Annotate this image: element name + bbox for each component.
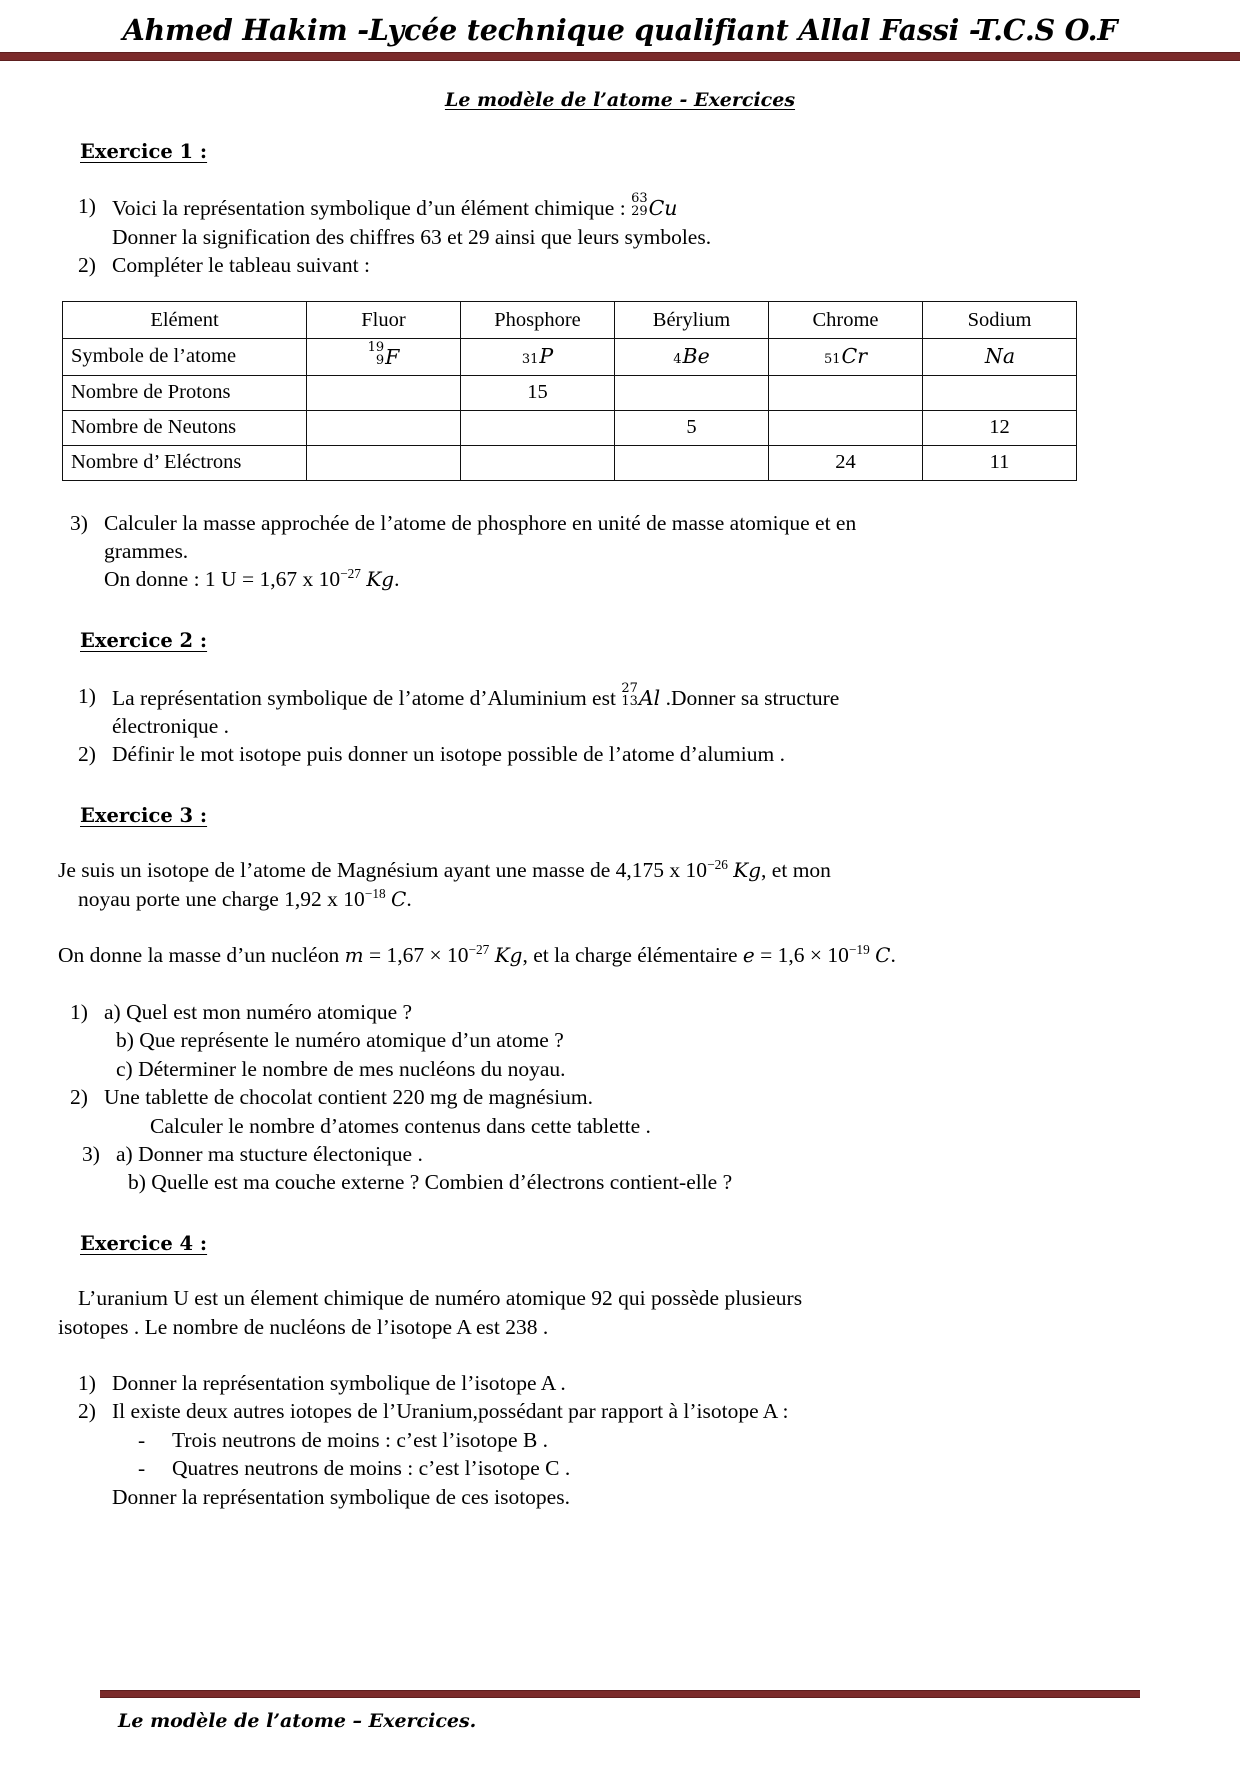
table-col-header: Chrome <box>769 302 923 339</box>
question-number: 2) <box>78 742 96 767</box>
nuclide-f <box>368 341 400 371</box>
question-text: Une tablette de chocolat contient 220 mg de magnésium. <box>104 1085 593 1110</box>
footer-divider <box>100 1690 1140 1698</box>
table-col-header: Fluor <box>307 302 461 339</box>
atomic-number: 13 <box>621 693 638 709</box>
question-number: 2) <box>78 1399 96 1424</box>
question-number: 1) <box>78 194 96 219</box>
table-cell <box>923 375 1077 410</box>
given-value-line <box>104 565 1182 594</box>
element-symbol: Al <box>638 685 661 710</box>
unit: Kg <box>733 858 762 883</box>
table-cell <box>307 375 461 410</box>
table-cell <box>307 410 461 445</box>
question-item <box>70 998 1182 1026</box>
intro-line-1 <box>58 856 1182 885</box>
table-cell <box>461 410 615 445</box>
table-cell: 12 <box>923 410 1077 445</box>
footer-title: Le modèle de l’atome – Exercices. <box>118 1710 477 1732</box>
intro-line-2: isotopes . Le nombre de nucléons de l’isotope A est 238 . <box>58 1314 549 1339</box>
question-number: 3) <box>82 1141 100 1166</box>
nuclide-cu <box>631 192 677 222</box>
element-symbol: Na <box>984 343 1016 368</box>
unit: C <box>875 943 891 968</box>
question-item <box>82 1140 1182 1168</box>
table-row <box>63 410 1077 445</box>
exercise-4-questions <box>78 1369 1182 1511</box>
table-row <box>63 339 1077 375</box>
question-line-1: Calculer la masse approchée de l’atome de phosphore en unité de masse atomique et en <box>104 510 857 535</box>
document-footer <box>0 1690 1240 1732</box>
table-header-row <box>63 302 1077 339</box>
exercise-2-heading: Exercice 2 : <box>80 628 208 652</box>
mass-number: 27 <box>621 680 638 696</box>
question-item <box>70 1026 1182 1054</box>
given-text-middle: , et la charge élémentaire <box>522 943 738 968</box>
mass-number: 63 <box>631 191 648 207</box>
mass-number: 31 <box>521 351 539 367</box>
mass-number: 19 <box>367 340 385 356</box>
question-subletter: c) <box>116 1056 133 1081</box>
elements-table <box>62 301 1077 480</box>
question-item <box>82 1168 1182 1196</box>
question-text: Il existe deux autres iotopes de l’Uranium,possédant par rapport à l’isotope A : <box>112 1399 789 1424</box>
given-text: On donne : 1 U = 1,67 x 10 <box>104 567 341 592</box>
bullet-item <box>138 1454 1182 1482</box>
exercise-3-given <box>58 941 1182 970</box>
question-text: Voici la représentation symbolique d’un élément chimique : <box>112 196 626 221</box>
table-cell <box>769 375 923 410</box>
table-row <box>63 445 1077 480</box>
question-item <box>78 1369 1182 1397</box>
atomic-number: 29 <box>631 204 648 220</box>
question-text: Calculer le nombre d’atomes contenus dans cette tablette . <box>150 1113 651 1138</box>
question-text: Quelle est ma couche externe ? Combien d’électrons contient-elle ? <box>151 1170 733 1195</box>
exercise-1-question-3 <box>70 509 1182 594</box>
exercise-3-questions <box>70 998 1182 1197</box>
exercise-3-intro <box>58 856 1182 913</box>
question-text: Donner la représentation symbolique de l’isotope A . <box>112 1371 566 1396</box>
table-row-label: Nombre d’ Eléctrons <box>63 445 307 480</box>
table-cell: 11 <box>923 445 1077 480</box>
atomic-number: 9 <box>375 353 385 369</box>
table-cell: 24 <box>769 445 923 480</box>
table-col-header: Phosphore <box>461 302 615 339</box>
question-number: 1) <box>78 1371 96 1396</box>
question-text: Définir le mot isotope puis donner un isotope possible de l’atome d’alumium . <box>112 742 785 767</box>
bullet-marker: - <box>138 1427 146 1452</box>
exponent: −27 <box>468 942 490 958</box>
exercise-1-question-1 <box>78 192 1182 251</box>
table-cell <box>307 445 461 480</box>
question-line-2: Donner la signification des chiffres 63 et 29 ainsi que leurs symboles. <box>112 224 712 249</box>
table-col-header: Sodium <box>923 302 1077 339</box>
question-line-2: grammes. <box>104 538 189 563</box>
table-cell: 5 <box>615 410 769 445</box>
given-value: = 1,67 × 10 <box>368 943 469 968</box>
bullet-text: Quatres neutrons de moins : c’est l’isotope C . <box>172 1456 571 1481</box>
mass-number: 51 <box>823 351 841 367</box>
question-text: Déterminer le nombre de mes nucléons du noyau. <box>138 1056 566 1081</box>
question-item <box>70 1112 1182 1140</box>
period: . <box>394 567 400 592</box>
intro-text-after: , et mon <box>761 858 831 883</box>
element-symbol: Be <box>682 343 710 368</box>
document-header <box>55 14 1185 48</box>
table-cell <box>923 339 1077 375</box>
intro-text: noyau porte une charge 1,92 x 10 <box>78 887 365 912</box>
element-symbol: P <box>539 343 554 368</box>
exercise-2-question-2 <box>78 740 1182 768</box>
question-line-2: électronique . <box>112 713 230 738</box>
table-cell: 15 <box>461 375 615 410</box>
exercise-4-closing: Donner la représentation symbolique de ces isotopes. <box>112 1484 570 1509</box>
exercise-4-heading: Exercice 4 : <box>80 1231 208 1255</box>
question-number: 2) <box>78 253 96 278</box>
exponent: −19 <box>848 942 870 958</box>
given-value: = 1,6 × 10 <box>760 943 849 968</box>
table-col-header: Bérylium <box>615 302 769 339</box>
header-divider <box>0 52 1240 61</box>
unit: Kg <box>366 567 395 592</box>
unit: Kg <box>494 943 523 968</box>
question-text: Que représente le numéro atomique d’un atome ? <box>139 1028 564 1053</box>
document-page <box>0 14 1240 1768</box>
period: . <box>406 887 412 912</box>
table-cell <box>615 445 769 480</box>
table-cell <box>461 445 615 480</box>
nuclide-al <box>621 682 660 712</box>
question-subletter: a) <box>104 1000 121 1024</box>
charge-symbol: e <box>742 943 755 968</box>
element-symbol: F <box>385 345 400 370</box>
element-symbol: Cr <box>841 343 868 368</box>
exercise-3-heading: Exercice 3 : <box>80 803 208 827</box>
school-title: Ahmed Hakim -Lycée technique qualifiant Allal Fassi -T.C.S O.F <box>122 13 1118 47</box>
document-subtitle: Le modèle de l’atome - Exercices <box>444 88 796 111</box>
exercise-1-heading: Exercice 1 : <box>80 139 208 163</box>
given-text: On donne la masse d’un nucléon <box>58 943 340 968</box>
question-number: 1) <box>70 1000 88 1024</box>
period: . <box>890 943 896 968</box>
unit: C <box>391 887 407 912</box>
intro-line-1: L’uranium U est un élement chimique de numéro atomique 92 qui possède plusieurs <box>78 1286 803 1311</box>
question-text-after: .Donner sa structure <box>665 685 840 710</box>
element-symbol: Cu <box>648 196 678 221</box>
table-col-header: Elément <box>63 302 307 339</box>
question-text: Donner ma stucture électonique . <box>138 1141 423 1166</box>
table-row-label: Nombre de Neutons <box>63 410 307 445</box>
document-body <box>58 111 1182 1511</box>
atomic-number: 4 <box>673 351 682 367</box>
table-cell <box>769 410 923 445</box>
table-row <box>63 375 1077 410</box>
exponent: −27 <box>340 566 361 582</box>
question-number: 2) <box>70 1085 88 1110</box>
question-item <box>70 1083 1182 1111</box>
bullet-marker: - <box>138 1456 146 1481</box>
table-cell <box>769 339 923 375</box>
exercise-4-intro <box>58 1284 1182 1341</box>
exercise-2-question-1 <box>78 682 1182 741</box>
table-row-label: Symbole de l’atome <box>63 339 307 375</box>
question-subletter: b) <box>128 1170 146 1195</box>
question-text: Quel est mon numéro atomique ? <box>126 1000 413 1024</box>
question-item <box>78 1397 1182 1425</box>
question-subletter: a) <box>116 1141 133 1166</box>
question-text: Compléter le tableau suivant : <box>112 253 370 278</box>
nuclide-cr <box>824 343 867 370</box>
table-cell <box>461 339 615 375</box>
question-item <box>70 1055 1182 1083</box>
nuclide-na <box>984 343 1015 370</box>
exponent: −26 <box>707 857 728 873</box>
nuclide-be <box>673 343 709 370</box>
bullet-text: Trois neutrons de moins : c’est l’isotope B . <box>172 1427 549 1452</box>
bullet-item <box>138 1426 1182 1454</box>
question-subletter: b) <box>116 1028 134 1053</box>
intro-line-2 <box>78 885 1182 914</box>
question-text: La représentation symbolique de l’atome d’Aluminium est <box>112 685 616 710</box>
question-number: 1) <box>78 683 96 708</box>
question-number: 3) <box>70 510 88 535</box>
exponent: −18 <box>364 885 386 901</box>
mass-symbol: m <box>344 943 364 968</box>
table-cell <box>615 375 769 410</box>
nuclide-p <box>522 343 553 370</box>
intro-text: Je suis un isotope de l’atome de Magnésium ayant une masse de 4,175 x 10 <box>58 858 708 883</box>
table-cell <box>615 339 769 375</box>
table-cell <box>307 339 461 375</box>
exercise-1-question-2 <box>78 251 1182 279</box>
table-row-label: Nombre de Protons <box>63 375 307 410</box>
